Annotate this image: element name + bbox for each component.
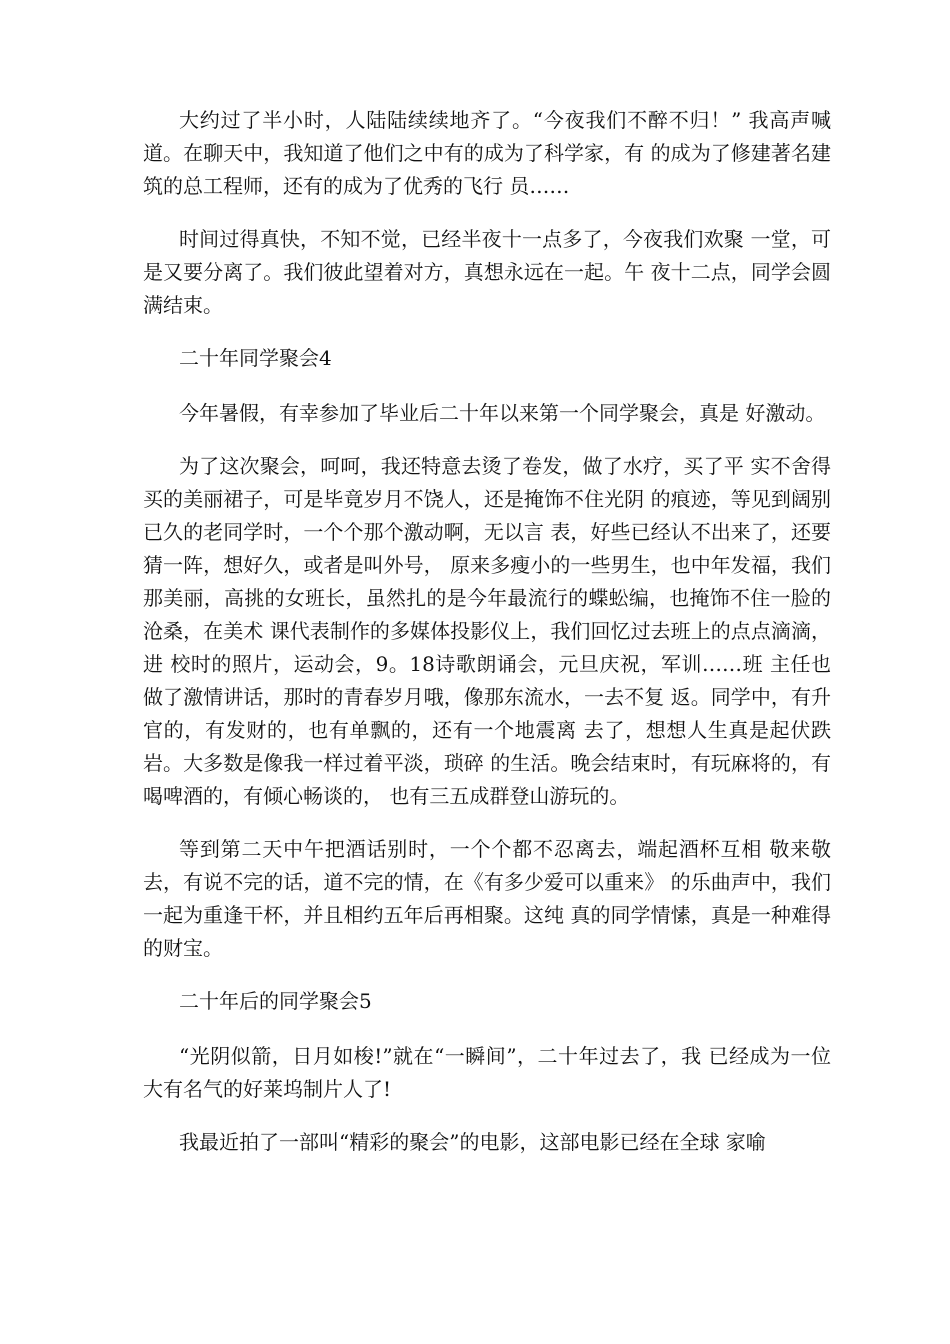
document-page [143,104,831,1179]
paragraph: 等到第二天中午把酒话别时，一个个都不忍离去，端起酒杯互相 敬来敬去，有说不完的话，道不完的情，在《有多少爱可以重来》 的乐曲声中，我们一起为重逢干杯，并且相约五年后再相聚。这纯 真的同学情愫，真是一种难得的财宝。 [143,837,831,960]
paragraph: 今年暑假，有幸参加了毕业后二十年以来第一个同学聚会，真是 好激动。 [179,401,826,425]
paragraph: 我最近拍了一部叫“精彩的聚会”的电影，这部电影已经在全球 家喻 [179,1130,766,1154]
paragraph: 为了这次聚会，呵呵，我还特意去烫了卷发，做了水疗，买了平 实不舍得买的美丽裙子，可是毕竟岁月不饶人，还是掩饰不住光阴 的痕迹，等见到阔别已久的老同学时，一个个那个激动啊，无以言 表，好些已经认不出来了，还要猜一阵，想好久，或者是叫外号， 原来多瘦小的一些男生，也中年发福，我们那美丽，高挑的女班长，虽然扎的是今年最流行的蝶蚣编，也掩饰不住一脸的沧桑，在美术 课代表制作的多媒体投影仪上，我们回忆过去班上的点点滴滴，进 校时的照片，运动会，9。18诗歌朗诵会，元旦庆祝，军训……班 主任也做了激情讲话，那时的青春岁月哦，像那东流水，一去不复 返。同学中，有升官的，有发财的，也有单飘的，还有一个地震离 去了，想想人生真是起伏跌岩。大多数是像我一样过着平淡，琐碎 的生活。晚会结束时，有玩麻将的，有喝啤酒的，有倾心畅谈的， 也有三五成群登山游玩的。 [143,454,831,808]
section-heading: 二十年后的同学聚会5 [179,989,372,1013]
paragraph: 时间过得真快，不知不觉，已经半夜十一点多了，今夜我们欢聚 一堂，可是又要分离了。我们彼此望着对方，真想永远在一起。午 夜十二点，同学会圆满结束。 [143,227,831,317]
paragraph: “光阴似箭，日月如梭!”就在“一瞬间”，二十年过去了，我 已经成为一位大有名气的好莱坞制片人了! [143,1044,831,1101]
paragraph: 大约过了半小时，人陆陆续续地齐了。“今夜我们不醉不归！” 我高声喊道。在聊天中，我知道了他们之中有的成为了科学家，有 的成为了修建著名建筑的总工程师，还有的成为了优秀的飞行 员…… [143,108,831,198]
section-heading: 二十年同学聚会4 [179,346,332,370]
